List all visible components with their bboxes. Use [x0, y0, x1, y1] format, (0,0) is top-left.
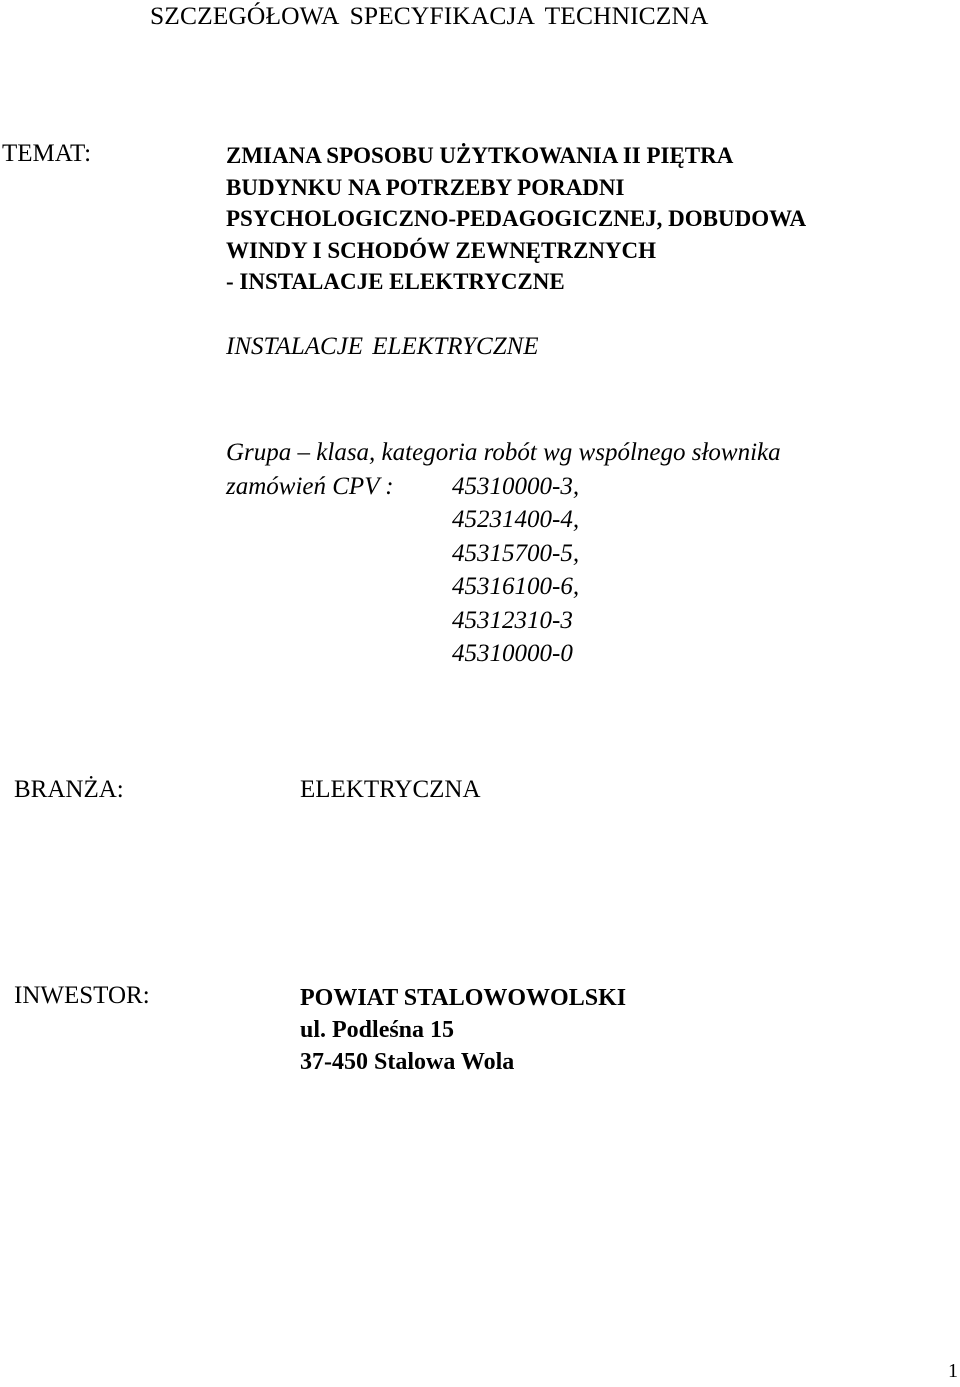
- temat-line: WINDY I SCHODÓW ZEWNĘTRZNYCH: [226, 237, 657, 263]
- cpv-row: [226, 604, 781, 638]
- inwestor-address: [300, 982, 626, 1078]
- inwestor-label: INWESTOR:: [14, 982, 150, 1009]
- cpv-row: [226, 503, 781, 537]
- document-title: SZCZEGÓŁOWA SPECYFIKACJA TECHNICZNA: [150, 1, 709, 30]
- cpv-block: [226, 436, 781, 671]
- cpv-row: [226, 537, 781, 571]
- cpv-code: 45312310-3: [452, 606, 573, 634]
- inwestor-line: ul. Podleśna 15: [300, 1017, 455, 1043]
- temat-line: ZMIANA SPOSOBU UŻYTKOWANIA II PIĘTRA: [226, 143, 734, 168]
- cpv-row: [226, 570, 781, 604]
- temat-label: TEMAT:: [2, 140, 92, 167]
- cpv-code: 45310000-0: [452, 640, 573, 667]
- inwestor-line: POWIAT STALOWOWOLSKI: [300, 985, 627, 1011]
- cpv-code: 45315700-5,: [452, 539, 580, 567]
- cpv-lead-text: Grupa – klasa, kategoria robót wg wspólnego słownika: [226, 439, 781, 466]
- temat-line: BUDYNKU NA POTRZEBY PORADNI: [226, 174, 625, 200]
- cpv-row: [226, 470, 781, 504]
- temat-subject: [226, 140, 806, 298]
- branza-value: ELEKTRYCZNA: [300, 776, 481, 803]
- temat-line: - INSTALACJE ELEKTRYCZNE: [226, 269, 565, 294]
- branza-label: BRANŻA:: [14, 776, 124, 803]
- cpv-code: 45310000-3,: [452, 472, 580, 500]
- cpv-code: 45316100-6,: [452, 573, 580, 600]
- section-title: INSTALACJE ELEKTRYCZNE: [226, 333, 539, 360]
- page-number: 1: [948, 1360, 958, 1382]
- cpv-code: 45231400-4,: [452, 506, 580, 533]
- inwestor-line: 37-450 Stalowa Wola: [300, 1049, 515, 1075]
- temat-line: PSYCHOLOGICZNO-PEDAGOGICZNEJ, DOBUDOWA: [226, 206, 807, 231]
- cpv-prefix: zamówień CPV :: [226, 472, 394, 500]
- cpv-row: [226, 637, 781, 671]
